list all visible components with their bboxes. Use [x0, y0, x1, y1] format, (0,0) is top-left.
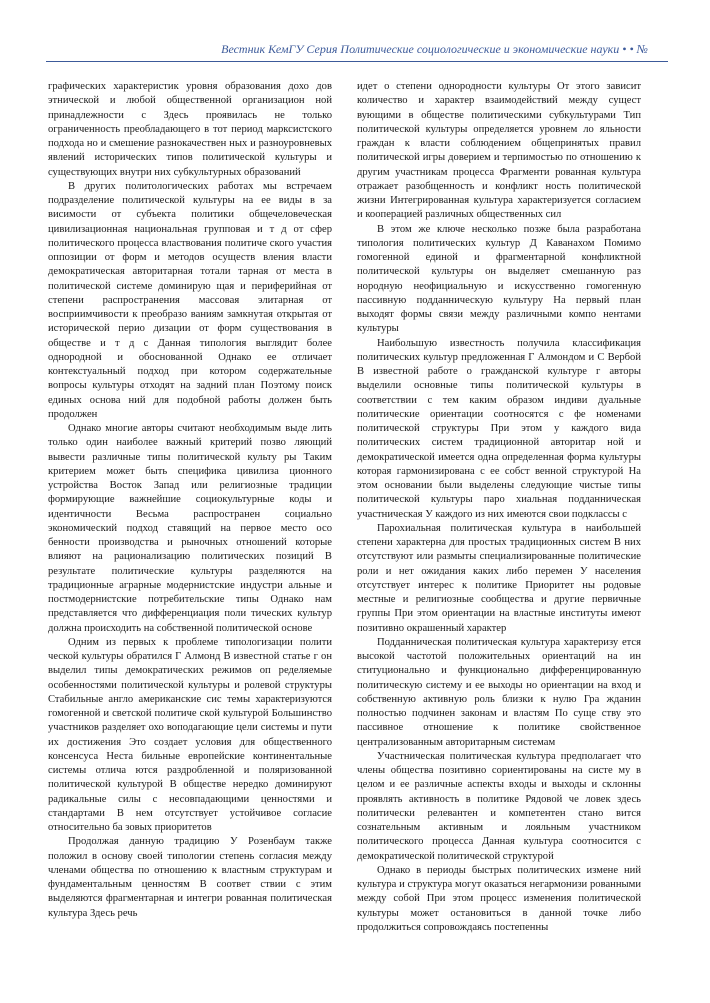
paragraph: Однако в периоды быстрых политических измене ний культура и структура могут оказаться негармонизи рованными между собой При этом процесс изменения политической культуры может остановиться в данной точке либо продолжиться сопровождаясь постепенны: [357, 864, 641, 933]
paragraph: графических характеристик уровня образования дохо дов этнической и любой общественной организацион ной принадлежности с Здесь проявилась не только ограниченность преобладающего в тот период марксистского подхода но и смешение разнокачествен ных и разноуровневых явлений исторических типов политической культуры и существующих внутри них субкультурных образований: [48, 81, 332, 178]
right-text-column: [357, 80, 641, 935]
paragraph: В других политологических работах мы встречаем подразделение политической культуры на ее виды в за висимости от субъекта политики общечеловеческая цивилизационная национальная групповая и т д от сфер политического процесса властвования политиче ского участия оппозиции от форм и методов осуществ вления власти демократическая авторитарная тотали тарная от места в политической системе доминирую щая и периферийная от степени распространения массовая элитарная от восприимчивости к преобразо ваниям замкнутая открытая от исторической перио дизации от форм существования в обществе и т д с Данная типология выглядит более однородной и обоснованной Однако ее отличает контекстуальный подход при котором содержательные вопросы культуры отходят на задний план Поэтому поиск единых основа ний для подобной работы должен быть продолжен: [48, 180, 332, 420]
paragraph: Продолжая данную традицию У Розенбаум также положил в основу своей типологии степень согласия между членами общества по отношению к властным структурам и фундаментальным ценностям В соответ ствии с этим выделяются фрагментарная и интегри рованная политическая культура Здесь речь: [48, 836, 332, 919]
paragraph: Однако многие авторы считают необходимым выде лить только один наиболее важный критерий позво ляющий вывести различные типы политической культу ры Таким критерием может быть специфика цивилиза ционного устройства Восток Запад или религиозные традиции формирующие важнейшие социокультурные коды и идентичности Весьма распространен социально экономический подход ставящий на первое место осо бенности производства и рыночных отношений которые влияют на рационализацию политических позиций В результате политические культуры разделяются на традиционные аграрные модернистские индустри альные и постмодернистские потребительские типы Однако нам представляется что дифференциация поли тических культур должна происходить на собственной политической основе: [48, 423, 332, 634]
paragraph: идет о степени однородности культуры От этого зависит количество и характер взаимодействий между сущест вующими в обществе политическими субкультурами Тип политической культуры определяется уровнем ло яльности граждан к власти соблюдением общепринятых правил политической игры доверием и терпимостью по отношению к другим участникам процесса Фрагменти рованная культура отражает разобщенность и конфликт ность политической жизни Интегрированная культура характеризуется согласием и кооперацией различных общественных сил: [357, 81, 641, 221]
paragraph: Парохиальная политическая культура в наибольшей степени характерна для простых традиционных систем В них отсутствуют или размыты специализированные политические роли и нет ожидания каких либо перемен У населения отсутствует интерес к политике Приоритет ны родовые местные и религиозные сообщества и другие первичные группы При этом ориентации на властные институты имеют позитивно окрашенный характер: [357, 522, 641, 634]
header-divider: [46, 61, 668, 62]
paragraph: Одним из первых к проблеме типологизации полити ческой культуры обратился Г Алмонд В известной статье г он выделил типы демократических режимов оп ределяемые особенностями политической культуры и ролевой структуры Стабильные англо американские сис темы характеризуются гомогенной и светской политиче ской культурой Большинство участников разделяет охо воподагающие цели системы и пути их достижения Это создает условия для общественного консенсуса Неста бильные европейские континентальные системы отлича ются раздробленной и поляризованной политической культурой В обществе нередко доминируют радикальные силы с несовпадающими ценностями и стандартами В нем отсутствует устойчивое согласие относительно ба зовых приоритетов: [48, 636, 332, 833]
paragraph: Подданническая политическая культура характеризу ется высокой частотой положительных ориентаций на ин ституционально и функционально дифференцированную политическую систему и ее выходы но ориентации на вход и собственную активную роль близки к нулю Гра жданин полностью подчинен законам и властям По суще ству это пассивное отношение к политике свойственное централизованным авторитарным системам: [357, 636, 641, 748]
paragraph: Наибольшую известность получила классификация политических культур предложенная Г Алмондом и С Вербой В известной работе о гражданской культуре г авторы выделили основные типы политической культуры в соответствии с тем каким образом индиви дуальные политические ориентации соотносятся с фе номенами политической структуры При этом у каждого вида политических систем традиционной авторитар ной и демократической имеется одна определенная форма культуры которая гармонизирована с ее собст венной структурой На этом основании были выделены следующие чистые типы политической культуры паро хиальная подданническая участническая У каждого из них имеются свои подклассы с: [357, 337, 641, 520]
journal-title: Вестник КемГУ Серия Политические социологические и экономические науки • • №: [221, 42, 648, 56]
running-header: [0, 0, 710, 64]
paragraph: Участническая политическая культура предполагает что члены общества позитивно сориентированы на систе му в целом и ее различные аспекты входы и выходы и склонны проявлять активность в политике Рядовой че ловек здесь политически релевантен и компетентен стано вится сознательным активным и лояльным участником политического процесса Данная культура соотносится с демократической политической структурой: [357, 750, 641, 862]
paragraph: В этом же ключе несколько позже была разработана типология политических культур Д Каванахом Помимо гомогенной единой и фрагментарной конфликтной политической культуры он выделяет смешанную раз нородную неофициальную и искусственно гомогенную пассивную подданническую культуру На первый план выходят формы связи между различными компо нентами культуры: [357, 223, 641, 335]
left-text-column: [48, 80, 332, 921]
